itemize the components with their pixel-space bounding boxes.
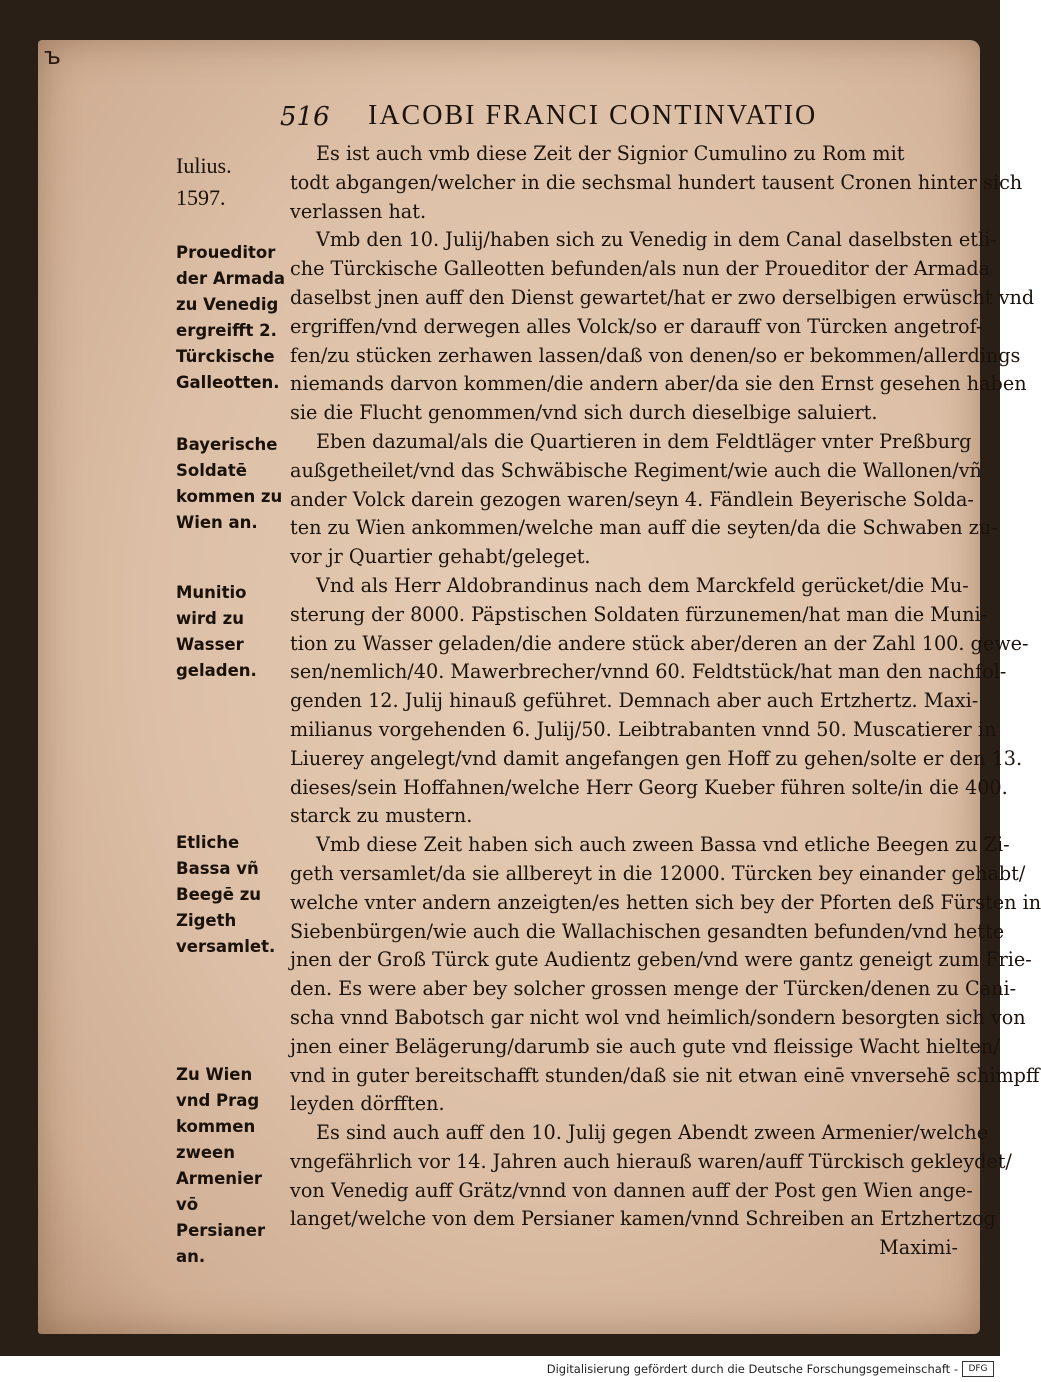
footer-bar xyxy=(0,1356,1000,1382)
body-line: ander Volck darein gezogen waren/seyn 4. Fändlein Beyerische Solda- xyxy=(290,487,974,511)
body-line: langet/welche von dem Persianer kamen/vnnd Schreiben an Ertzhertzog xyxy=(290,1207,996,1231)
body-line: scha vnnd Babotsch gar nicht wol vnd heimlich/sondern besorgten sich von xyxy=(290,1005,1026,1029)
body-line: starck zu mustern. xyxy=(290,804,473,828)
body-line: sen/nemlich/40. Mawerbrecher/vnnd 60. Feldtstück/hat man den nachfol- xyxy=(290,660,1007,684)
body-line: jnen einer Belägerung/darumb sie auch gute vnd fleissige Wacht hielten/ xyxy=(290,1034,1000,1058)
body-line: niemands darvon kommen/die andern aber/da sie den Ernst gesehen haben xyxy=(290,372,1027,396)
body-line: ten zu Wien ankommen/welche man auff die seyten/da die Schwaben zu- xyxy=(290,516,998,540)
running-title: IACOBI FRANCI CONTINVATIO xyxy=(368,100,818,131)
body-line: dieses/sein Hoffahnen/welche Herr Georg Kueber führen solte/in die 400. xyxy=(290,775,1008,799)
body-line: genden 12. Julij hinauß geführet. Demnach aber auch Ertzhertz. Maxi- xyxy=(290,689,979,713)
body-line: vnd in guter bereitschafft stunden/daß sie nit etwan einē vnversehē schimpff xyxy=(290,1063,1040,1087)
body-line: milianus vorgehenden 6. Julij/50. Leibtrabanten vnnd 50. Muscatierer in xyxy=(290,717,997,741)
body-line: Vmb diese Zeit haben sich auch zween Bassa vnd etliche Beegen zu Zi- xyxy=(316,833,1010,857)
body-line: daselbst jnen auff den Dienst gewartet/hat er zwo derselbigen erwüscht vnd xyxy=(290,285,1035,309)
body-line: von Venedig auff Grätz/vnnd von dannen auff der Post gen Wien ange- xyxy=(290,1178,973,1202)
body-line: Vnd als Herr Aldobrandinus nach dem Marckfeld gerücket/die Mu- xyxy=(316,573,969,597)
body-line: todt abgangen/welcher in die sechsmal hundert tausent Cronen hinter sich xyxy=(290,170,1023,194)
body-line: Vmb den 10. Julij/haben sich zu Venedig in dem Canal daselbsten etli- xyxy=(316,228,997,252)
body-line: außgetheilet/vnd das Schwäbische Regiment/wie auch die Wallonen/vñ xyxy=(290,458,982,482)
body-line: geth versamlet/da sie allbereyt in die 12000. Türcken bey einander gehabt/ xyxy=(290,861,1026,885)
body-line: che Türckische Galleotten befunden/als nun der Proueditor der Armada xyxy=(290,257,991,281)
body-line: sterung der 8000. Päpstischen Soldaten fürzunemen/hat man die Muni- xyxy=(290,602,988,626)
body-line: sie die Flucht genommen/vnd sich durch dieselbige saluiert. xyxy=(290,401,878,425)
body-line: Eben dazumal/als die Quartieren in dem Feldtläger vnter Preßburg xyxy=(316,429,972,453)
body-line: Es sind auch auff den 10. Julij gegen Abendt zween Armenier/welche xyxy=(316,1121,989,1145)
body-line: vor jr Quartier gehabt/geleget. xyxy=(290,545,591,569)
footer-credit: Digitalisierung gefördert durch die Deutsche Forschungsgemeinschaft - xyxy=(546,1362,958,1376)
body-line: Liuerey angelegt/vnd damit angefangen gen Hoff zu gehen/solte er den 13. xyxy=(290,746,1023,770)
body-line: verlassen hat. xyxy=(290,199,427,223)
margin-note-armenier: Zu Wien vnd Prag kommen zween Armenier vō Persianer an. xyxy=(176,1065,266,1266)
body-line: Es ist auch vmb diese Zeit der Signior Cumulino zu Rom mit xyxy=(316,142,905,165)
body-line: tion zu Wasser geladen/die andere stück aber/deren an der Zahl 100. gewe- xyxy=(290,631,1029,655)
body-line: Siebenbürgen/wie auch die Wallachischen gesandten befunden/vnd hette xyxy=(290,919,1005,943)
corner-mark: ъ xyxy=(44,42,61,70)
margin-note-date: Iulius. 1597. xyxy=(176,153,232,210)
margin-note-munitio: Munitio wird zu Wasser geladen. xyxy=(176,583,257,680)
body-line: welche vnter andern anzeigten/es hetten sich bey der Pforten deß Fürsten in xyxy=(290,890,1041,914)
margin-note-bayerische: Bayerische Soldatē kommen zu Wien an. xyxy=(176,435,283,532)
dfg-logo-icon: DFG xyxy=(962,1361,994,1377)
body-line: jnen der Groß Türck gute Audientz geben/vnd were gantz geneigt zum Frie- xyxy=(290,948,1032,972)
body-line: fen/zu stücken zerhawen lassen/daß von denen/so er bekommen/allerdings xyxy=(290,343,1021,367)
page-number: 516 xyxy=(280,102,330,132)
catchword: Maximi- xyxy=(879,1236,958,1260)
body-line: leyden dörfften. xyxy=(290,1092,445,1116)
body-line: vngefährlich vor 14. Jahren auch hierauß waren/auff Türckisch gekleydet/ xyxy=(290,1149,1012,1173)
body-line: den. Es were aber bey solcher grossen menge der Türcken/denen zu Cani- xyxy=(290,977,1017,1001)
margin-note-proueditor: Proueditor der Armada zu Venedig ergreifft 2. Türckische Galleotten. xyxy=(176,243,286,392)
body-line: ergriffen/vnd derwegen alles Volck/so er darauff von Türcken angetrof- xyxy=(290,314,983,338)
body-text xyxy=(290,140,1041,1263)
margin-note-bassa: Etliche Bassa vñ Beegē zu Zigeth versamlet. xyxy=(176,833,276,956)
